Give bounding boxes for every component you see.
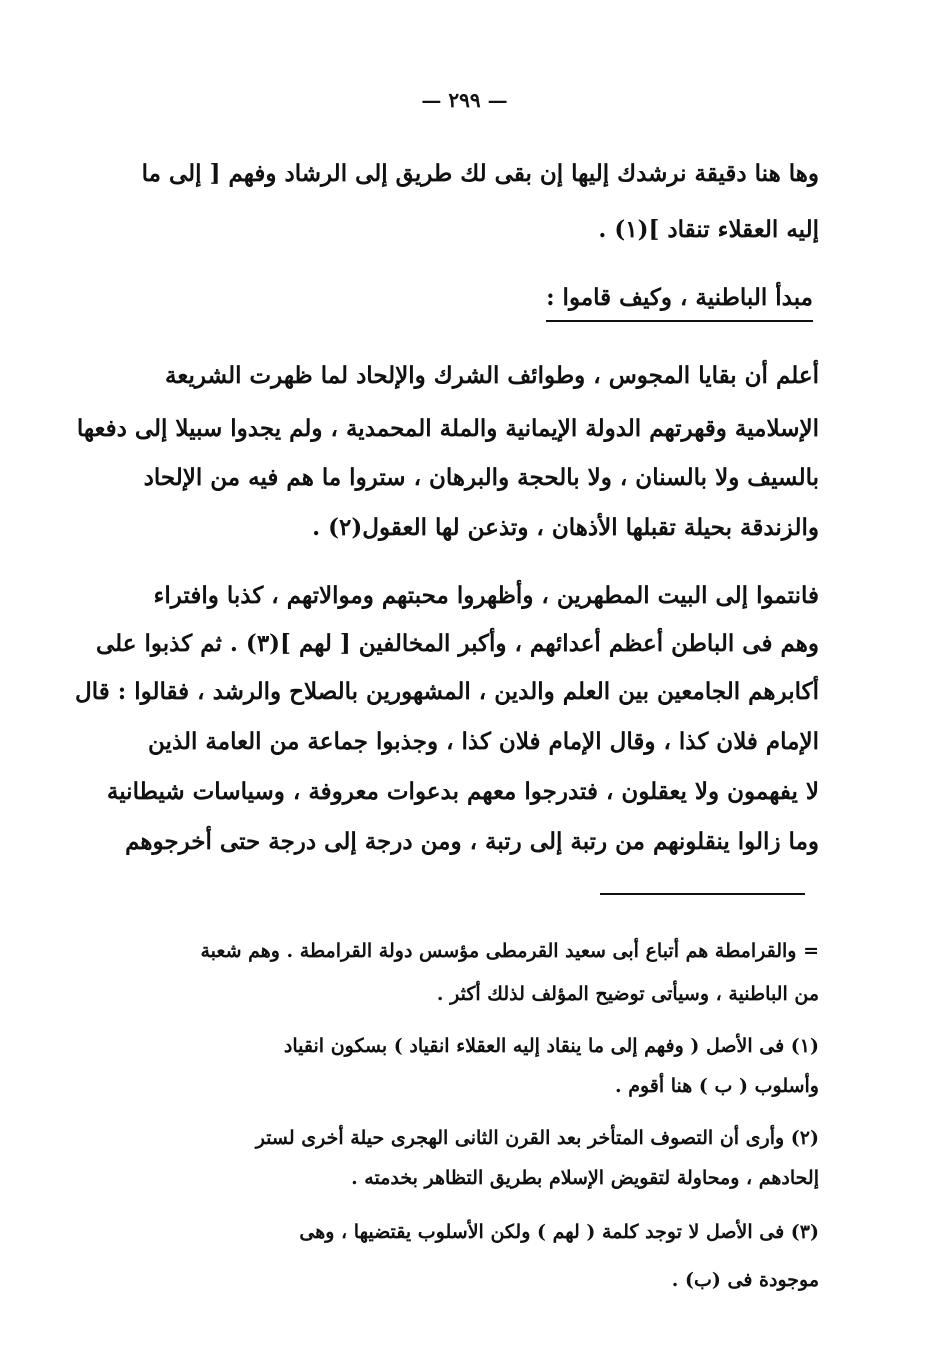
footnote-1-line-1: (١) فى الأصل ( وفهم إلى ما ينقاد إليه العقلاء انقياد ) بسكون انقياد bbox=[283, 1035, 819, 1057]
paragraph2-line-1: فانتموا إلى البيت المطهرين ، وأظهروا محبتهم وموالاتهم ، كذبا وافتراء bbox=[153, 582, 819, 609]
paragraph2-line-3: أكابرهم الجامعين بين العلم والدين ، المشهورين بالصلاح والرشد ، فقالوا : قال bbox=[75, 678, 819, 705]
paragraph1-line-2: الإسلامية وقهرتهم الدولة الإيمانية والملة المحمدية ، ولم يجدوا سبيلا إلى دفعها bbox=[76, 415, 819, 442]
footnote-3-line-2: موجودة فى (ب) . bbox=[671, 1269, 819, 1291]
footnote-2-line-2: إلحادهم ، ومحاولة لتقويض الإسلام بطريق التظاهر بخدمته . bbox=[351, 1167, 819, 1189]
footnote-divider bbox=[600, 893, 805, 895]
page-number: — ٢٩٩ — bbox=[421, 88, 508, 112]
paragraph2-line-2: وهم فى الباطن أعظم أعدائهم ، وأكبر المخالفين [ لهم ](٣) . ثم كذبوا على bbox=[95, 630, 819, 657]
paragraph1-line-4: والزندقة بحيلة تقبلها الأذهان ، وتذعن لها العقول(٢) . bbox=[312, 514, 819, 541]
footnote-continued-line-1: = والقرامطة هم أتباع أبى سعيد القرمطى مؤسس دولة القرامطة . وهم شعبة bbox=[200, 940, 819, 962]
paragraph1-line-1: أعلم أن بقايا المجوس ، وطوائف الشرك والإلحاد لما ظهرت الشريعة bbox=[165, 362, 819, 389]
paragraph1-line-3: بالسيف ولا بالسنان ، ولا بالحجة والبرهان ، ستروا ما هم فيه من الإلحاد bbox=[143, 464, 819, 491]
footnote-continued-line-2: من الباطنية ، وسيأتى توضيح المؤلف لذلك أكثر . bbox=[436, 983, 819, 1005]
paragraph2-line-4: الإمام فلان كذا ، وقال الإمام فلان كذا ، وجذبوا جماعة من العامة الذين bbox=[148, 728, 819, 755]
paragraph2-line-5: لا يفهمون ولا يعقلون ، فتدرجوا معهم بدعوات معروفة ، وسياسات شيطانية bbox=[106, 778, 819, 805]
footnote-1-line-2: وأسلوب ( ب ) هنا أقوم . bbox=[614, 1075, 819, 1097]
footnote-3-line-1: (٣) فى الأصل لا توجد كلمة ( لهم ) ولكن الأسلوب يقتضيها ، وهى bbox=[299, 1221, 819, 1243]
footnote-2-line-1: (٢) وأرى أن التصوف المتأخر بعد القرن الثانى الهجرى حيلة أخرى لستر bbox=[255, 1127, 819, 1149]
intro-line-2: إليه العقلاء تنقاد ](١) . bbox=[598, 216, 819, 243]
section-heading: مبدأ الباطنية ، وكيف قاموا : bbox=[546, 282, 813, 322]
intro-line-1: وها هنا دقيقة نرشدك إليها إن بقى لك طريق إلى الرشاد وفهم [ إلى ما bbox=[141, 160, 819, 187]
paragraph2-line-6: وما زالوا ينقلونهم من رتبة إلى رتبة ، ومن درجة إلى درجة حتى أخرجوهم bbox=[125, 828, 819, 855]
